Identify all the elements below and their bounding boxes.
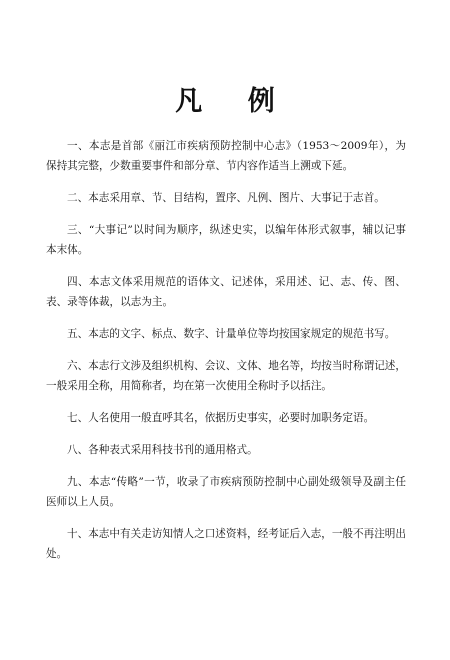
paragraph-3: 三、“大事记”以时间为顺序，纵述史实，以编年体形式叙事，辅以记事本末体。 (46, 224, 406, 256)
paragraph-4: 四、本志文体采用规范的语体文、记述体，采用述、记、志、传、图、表、录等体裁，以志为主。 (46, 276, 406, 308)
paragraph-5: 五、本志的文字、标点、数字、计量单位等均按国家规定的规范书写。 (67, 328, 396, 340)
document-body (46, 136, 406, 576)
paragraph-8: 八、各种表式采用科技书刊的通用格式。 (67, 444, 258, 456)
paragraph-2: 二、本志采用章、节、目结构，置序、凡例、图片、大事记于志首。 (67, 192, 385, 204)
page-title: 凡 例 (175, 86, 293, 117)
paragraph-1: 一、本志是首部《丽江市疾病预防控制中心志》（1953～2009年），为保持其完整，少数重要事件和部分章、节内容作适当上溯或下延。 (46, 140, 406, 172)
paragraph-6: 六、本志行文涉及组织机构、会议、文体、地名等，均按当时称谓记述，一般采用全称，用简称者，均在第一次使用全称时予以括注。 (46, 360, 406, 392)
paragraph-10: 十、本志中有关走访知情人之口述资料，经考证后入志，一般不再注明出处。 (46, 528, 406, 560)
paragraph-9: 九、本志“传略”一节，收录了市疾病预防控制中心副处级领导及副主任医师以上人员。 (46, 476, 406, 508)
paragraph-7: 七、人名使用一般直呼其名，依据历史事实，必要时加职务定语。 (67, 412, 375, 424)
